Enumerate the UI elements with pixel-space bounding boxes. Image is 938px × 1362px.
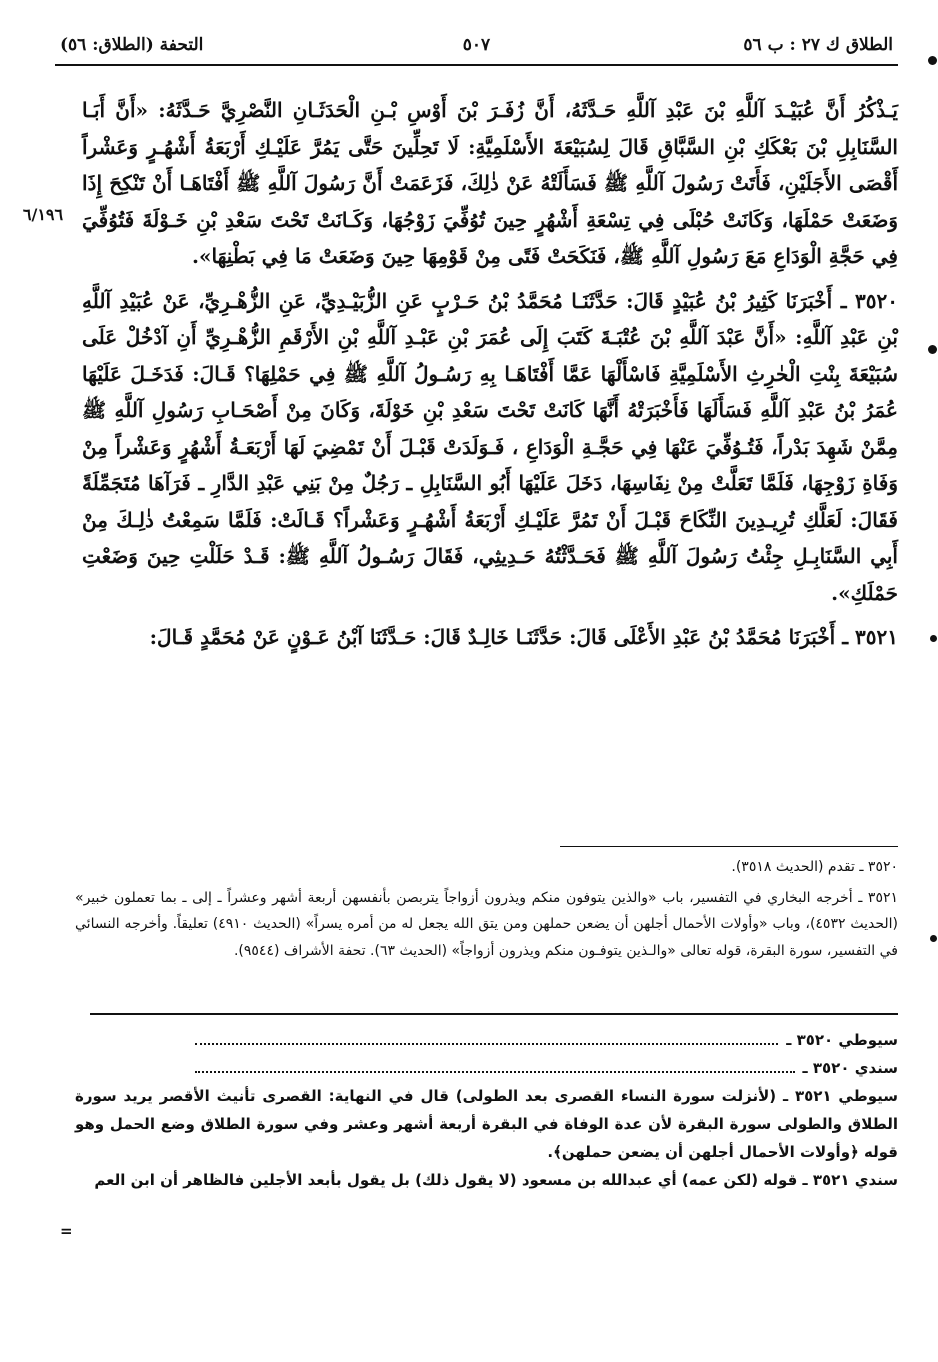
page-header (60, 30, 893, 60)
header-tuhfa-ref: التحفة (الطلاق: ٥٦) (60, 35, 204, 55)
sindi-3520-row (75, 1054, 898, 1082)
header-divider (55, 64, 898, 66)
suyuti-3521-text: سيوطي ٣٥٢١ ـ (لأنزلت سورة النساء القصرى بعد الطولى) قال في النهاية: القصرى تأنيث الأقصر يريد سورة الطلاق والطولى سورة البقرة لأن عدة الوفاة في البقرة أربعة أشهر وعشر وفي سورة الطلاق وضع الحمل وهو قوله ﴿وأولات الأحمال أجلهن أن يضعن حملهن﴾. (75, 1087, 898, 1161)
takhrij-footnotes (75, 854, 898, 968)
dotted-leader (195, 1043, 778, 1045)
binding-hole-mark (930, 635, 937, 642)
header-chapter-ref: الطلاق ك ٢٧ : ب ٥٦ (743, 35, 893, 55)
binding-hole-mark (928, 345, 937, 354)
commentary-divider (90, 1013, 898, 1015)
page-number: ٥٠٧ (462, 35, 491, 55)
hadith-main-text (82, 92, 898, 664)
sindi-3521-text: سندي ٣٥٢١ ـ قوله (لكن عمه) أي عبدالله بن مسعود (لا يقول ذلك) بل يقول بأبعد الأجلين فالظاهر أن ابن العم (94, 1171, 898, 1189)
commentary-section (75, 1026, 898, 1194)
sindi-3520-label: سندي ٣٥٢٠ ـ (802, 1059, 898, 1077)
suyuti-3520-label: سيوطي ٣٥٢٠ ـ (786, 1031, 898, 1049)
dotted-leader (195, 1071, 795, 1073)
binding-hole-mark (928, 56, 937, 65)
binding-hole-mark (930, 935, 937, 942)
footnote-3521: ٣٥٢١ ـ أخرجه البخاري في التفسير، باب «والذين يتوفون منكم ويذرون أزواجاً يتربصن بأنفسهن أربعة أشهر وعشراً ـ إلى ـ بما تعملون خبير» (الحديث ٤٥٣٢)، وباب «وأولات الأحمال أجلهن أن يضعن حملهن ومن يتق الله يجعل له من أمره يسراً» (الحديث ٤٩١٠) تعليقاً. وأخرجه النسائي في التفسير، سورة البقرة، قوله تعالى «والـذين يتوفـون منكم ويذرون أزواجاً» (الحديث ٦٣). تحفة الأشراف (٩٥٤٤). (75, 889, 898, 959)
footnote-3520: ٣٥٢٠ ـ تقدم (الحديث ٣٥١٨). (731, 859, 898, 875)
margin-reference: ٦/١٩٦ (22, 205, 64, 224)
suyuti-3520-row (75, 1026, 898, 1054)
footnote-divider (560, 846, 898, 847)
hadith-paragraph-3520: ٣٥٢٠ ـ أَخْبَرَنَا كَثِيرُ بْنُ عُبَيْدٍ قَالَ: حَدَّثَنَـا مُحَمَّدُ بْنُ حَـرْبٍ عَنِ الزُّبَيْـدِيِّ، عَنِ الزُّهْـرِيِّ، عَنْ عُبَيْدِ آللَّهِ بْنِ عَبْدِ آللَّهِ: «أَنَّ عَبْدَ آللَّهِ بْنَ عُتْبَـةَ كَتَبَ إِلَى عُمَرَ بْنِ عَبْـدِ آللَّهِ بْنِ الأَرْقَمِ الزُّهْـرِيِّ أَنِ آدْخُلْ عَلَى سُبَيْعَةَ بِنْتِ الْحٰرِثِ الأَسْلَمِيَّةِ فَاسْأَلْهَا عَمَّا أَفْتَاهَـا بِهِ رَسُـولُ آللَّهِ ﷺ فِي حَمْلِهَا؟ قَـالَ: فَدَخَـلَ عَلَيْهَا عُمَرُ بْنُ عَبْدِ آللَّهِ فَسَأَلَهَا فَأَخْبَرَتْهُ أَنَّهَا كَانَتْ تَحْتَ سَعْدِ بْنِ خَوْلَةَ، وَكَانَ مِنْ أَصْحَـابِ رَسُولِ آللَّهِ ﷺ مِمَّنْ شَهِدَ بَدْراً، فَتُـوُفِّيَ عَنْهَا فِي حَجَّـةِ الْوَدَاعِ ، فَـوَلَدَتْ قَبْـلَ أَنْ تَمْضِيَ لَهَا أَرْبَعَـةُ أَشْهُرٍ وَعَشْراً مِنْ وَفَاةِ زَوْجِهَا، فَلَمَّا تَعَلَّتْ مِنْ نِفَاسِهَا، دَخَلَ عَلَيْهَا أَبُو السَّنَابِلِ ـ رَجُلٌ مِنْ بَنِي عَبْدِ الدَّارِ ـ فَرَآهَا مُتَجَمِّلَةً فَقَالَ: لَعَلَّكِ تُرِيـدِينَ النِّكَاحَ قَبْـلَ أَنْ تَمُرَّ عَلَيْـكِ أَرْبَعَةُ أَشْهُـرٍ وَعَشْراً؟ قَـالَتْ: فَلَمَّا سَمِعْتُ ذٰلِـكَ مِنْ أَبِي السَّنَابِـلِ جِئْتُ رَسُولَ آللَّهِ ﷺ فَحَـدَّثْتُهُ حَـدِيثِي، فَقَالَ رَسُـولُ آللَّهِ ﷺ: قَـدْ حَلَلْتِ حِينَ وَضَعْتِ حَمْلَكِ». (82, 288, 898, 605)
continuation-mark: = (60, 1222, 73, 1240)
hadith-paragraph-continuation: يَـذْكُرُ أَنَّ عُبَيْـدَ آللَّهِ بْنَ عَبْدِ آللَّهِ حَـدَّثَهُ، أَنَّ زُفَـرَ بْنَ أَوْسِ بْـنِ الْحَدَثَـانِ النَّصْرِيَّ حَـدَّثَهُ: «أَنَّ أَبَـا السَّنَابِلِ بْنَ بَعْكَكِ بْنِ السَّبَّاقِ قَالَ لِسُبَيْعَةَ الأَسْلَمِيَّةِ: لَا تَحِلِّينَ حَتَّى يَمُرَّ عَلَيْـكِ أَرْبَعَةُ أَشْهُـرٍ وَعَشْراً أَقْصَى الأَجَلَيْنِ، فَأَتَتْ رَسُولَ آللَّهِ ﷺ فَسَأَلَتْهُ عَنْ ذٰلِكَ، فَزَعَمَتْ أَنَّ رَسُولَ آللَّهِ ﷺ أَفْتَاهَـا أَنْ تَنْكِحَ إِذَا وَضَعَتْ حَمْلَهَا، وَكَانَتْ حُبْلَى فِي تِسْعَةِ أَشْهُرٍ حِينَ تُوُفِّيَ زَوْجُهَا، وَكَـانَتْ تَحْتَ سَعْدِ بْنِ خَـوْلَةَ فَتُوُفِّيَ فِي حَجَّةِ الْوَدَاعِ مَعَ رَسُولِ آللَّهِ ﷺ، فَنَكَحَتْ فَتًى مِنْ قَوْمِهَا حِينَ وَضَعَتْ مَا فِي بَطْنِهَا». (82, 98, 898, 268)
hadith-paragraph-3521: ٣٥٢١ ـ أَخْبَرَنَا مُحَمَّدُ بْنُ عَبْدِ الأَعْلَى قَالَ: حَدَّثَنَـا خَالِـدٌ قَالَ: حَـدَّثَنَا آبْنُ عَـوْنٍ عَنْ مُحَمَّدٍ قَـالَ: (149, 625, 898, 649)
